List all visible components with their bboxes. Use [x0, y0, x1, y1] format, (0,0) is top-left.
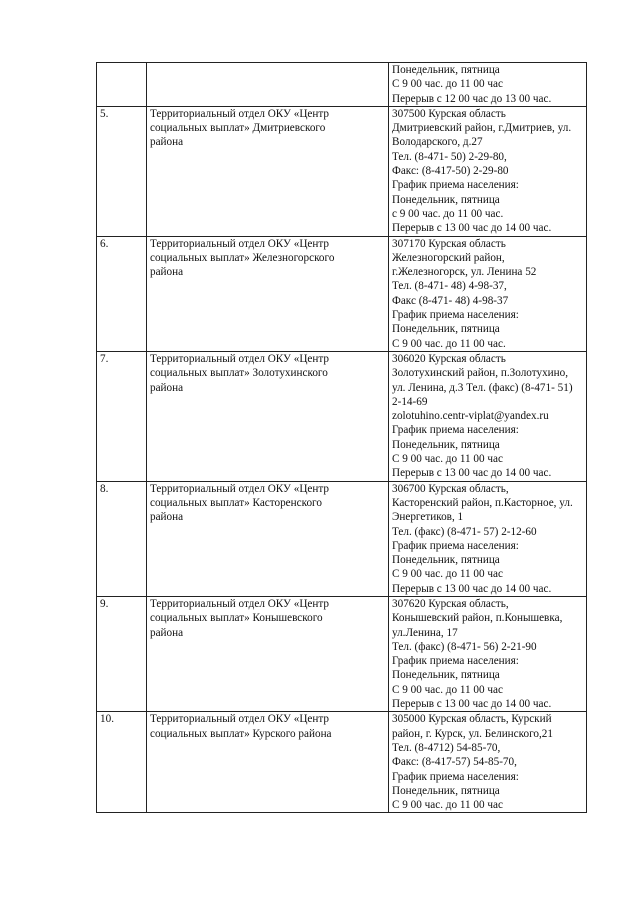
office-name-line: социальных выплат» Касторенского — [150, 496, 322, 509]
office-name-line: Территориальный отдел ОКУ «Центр — [150, 107, 330, 120]
contact-info-line: График приема населения: — [392, 770, 519, 783]
contact-info-line: Тел. (факс) (8-471- 57) 2-12-60 — [392, 525, 537, 538]
table-row — [97, 351, 587, 481]
contact-info-line: с 9 00 час. до 11 00 час. — [392, 207, 504, 220]
office-contact-cell — [389, 481, 587, 596]
contact-info-line: Понедельник, пятница — [392, 193, 500, 206]
contact-info-line: ул. Ленина, д.3 Тел. (факс) (8-471- 51) — [392, 381, 573, 394]
office-name-cell — [147, 481, 389, 596]
office-contact-cell — [389, 63, 587, 107]
contact-info-line: Перерыв с 13 00 час до 14 00 час. — [392, 222, 552, 235]
table-row — [97, 481, 587, 596]
contact-info-line: Железногорский район, — [392, 251, 505, 264]
contact-info-line: График приема населения: — [392, 179, 519, 192]
office-name-line: района — [150, 381, 184, 394]
table-row — [97, 596, 587, 711]
contact-info-line: Тел. (факс) (8-471- 56) 2-21-90 — [392, 640, 537, 653]
contact-info-line: 306700 Курская область, — [392, 482, 509, 495]
office-name-line: Территориальный отдел ОКУ «Центр — [150, 352, 330, 365]
contact-info-line: Касторенский район, п.Касторное, ул. — [392, 496, 573, 509]
contact-info-line: Перерыв с 13 00 час до 14 00 час. — [392, 467, 552, 480]
contact-info-line: Володарского, д.27 — [392, 136, 483, 149]
office-name-line: Территориальный отдел ОКУ «Центр — [150, 713, 330, 726]
office-name-line: социальных выплат» Золотухинского — [150, 367, 328, 380]
office-contact-cell — [389, 596, 587, 711]
contact-info-line: 307620 Курская область, — [392, 597, 509, 610]
row-number: 7. — [97, 351, 147, 481]
office-name-line: Территориальный отдел ОКУ «Центр — [150, 482, 330, 495]
contact-info-line: Золотухинский район, п.Золотухино, — [392, 367, 569, 380]
table-row — [97, 236, 587, 351]
contact-info-line: С 9 00 час. до 11 00 час. — [392, 337, 506, 350]
contact-info-line: Понедельник, пятница — [392, 784, 500, 797]
contact-info-line: г.Железногорск, ул. Ленина 52 — [392, 266, 537, 279]
contact-info-line: Тел. (8-4712) 54-85-70, — [392, 741, 501, 754]
office-contact-cell — [389, 236, 587, 351]
contact-info-line: 307500 Курская область — [392, 107, 506, 120]
offices-table — [96, 62, 587, 813]
office-name-line: района — [150, 136, 184, 149]
contact-info-line: С 9 00 час. до 11 00 час — [392, 683, 503, 696]
office-name-cell — [147, 106, 389, 236]
row-number: 8. — [97, 481, 147, 596]
table-row — [97, 63, 587, 107]
contact-info-line: С 9 00 час. до 11 00 час — [392, 568, 503, 581]
contact-info-line: Дмитриевский район, г.Дмитриев, ул. — [392, 122, 572, 135]
office-name-cell — [147, 596, 389, 711]
contact-info-line: Факс: (8-417-57) 54-85-70, — [392, 756, 517, 769]
contact-info-line: Тел. (8-471- 50) 2-29-80, — [392, 150, 507, 163]
office-name-line: социальных выплат» Железногорского — [150, 251, 335, 264]
contact-info-line: График приема населения: — [392, 424, 519, 437]
office-name-line: социальных выплат» Конышевского — [150, 612, 323, 625]
contact-info-line: Перерыв с 13 00 час до 14 00 час. — [392, 698, 552, 711]
contact-info-line: Конышевский район, п.Конышевка, — [392, 612, 563, 625]
office-name-cell — [147, 236, 389, 351]
contact-info-line: График приема населения: — [392, 539, 519, 552]
office-contact-cell — [389, 351, 587, 481]
contact-info-line: Понедельник, пятница — [392, 64, 500, 76]
contact-info-line: Понедельник, пятница — [392, 323, 500, 336]
contact-info-line: 306020 Курская область — [392, 352, 506, 365]
office-contact-cell — [389, 712, 587, 813]
contact-info-line: Энергетиков, 1 — [392, 511, 464, 524]
office-name-line: района — [150, 266, 184, 279]
contact-info-line: Факс (8-471- 48) 4-98-37 — [392, 294, 509, 307]
contact-info-line: Перерыв с 13 00 час до 14 00 час. — [392, 582, 552, 595]
contact-info-line: Тел. (8-471- 48) 4-98-37, — [392, 280, 507, 293]
office-name-line: Территориальный отдел ОКУ «Центр — [150, 237, 330, 250]
contact-info-line: zolotuhino.centr-viplat@yandex.ru — [392, 410, 549, 423]
contact-info-line: Перерыв с 12 00 час до 13 00 час. — [392, 92, 552, 105]
contact-info-line: 307170 Курская область — [392, 237, 506, 250]
table-row — [97, 712, 587, 813]
row-number — [97, 63, 147, 107]
office-name-line: Территориальный отдел ОКУ «Центр — [150, 597, 330, 610]
row-number: 9. — [97, 596, 147, 711]
office-name-line: района — [150, 626, 184, 639]
contact-info-line: Факс: (8-417-50) 2-29-80 — [392, 165, 509, 178]
contact-info-line: Понедельник, пятница — [392, 669, 500, 682]
office-name-line: социальных выплат» Курского района — [150, 727, 332, 740]
office-name-line: социальных выплат» Дмитриевского — [150, 122, 326, 135]
office-name-line: района — [150, 511, 184, 524]
office-contact-cell — [389, 106, 587, 236]
office-name-cell — [147, 712, 389, 813]
office-name-cell — [147, 351, 389, 481]
contact-info-line: График приема населения: — [392, 655, 519, 668]
contact-info-line: График приема населения: — [392, 309, 519, 322]
contact-info-line: Понедельник, пятница — [392, 438, 500, 451]
contact-info-line: 2-14-69 — [392, 395, 428, 408]
table-row — [97, 106, 587, 236]
contact-info-line: район, г. Курск, ул. Белинского,21 — [392, 727, 553, 740]
contact-info-line: Понедельник, пятница — [392, 554, 500, 567]
row-number: 6. — [97, 236, 147, 351]
contact-info-line: 305000 Курская область, Курский — [392, 713, 552, 726]
contact-info-line: ул.Ленина, 17 — [392, 626, 458, 639]
row-number: 5. — [97, 106, 147, 236]
contact-info-line: С 9 00 час. до 11 00 час — [392, 453, 503, 466]
office-name-cell — [147, 63, 389, 107]
row-number: 10. — [97, 712, 147, 813]
contact-info-line: С 9 00 час. до 11 00 час — [392, 78, 503, 91]
contact-info-line: С 9 00 час. до 11 00 час — [392, 799, 503, 812]
